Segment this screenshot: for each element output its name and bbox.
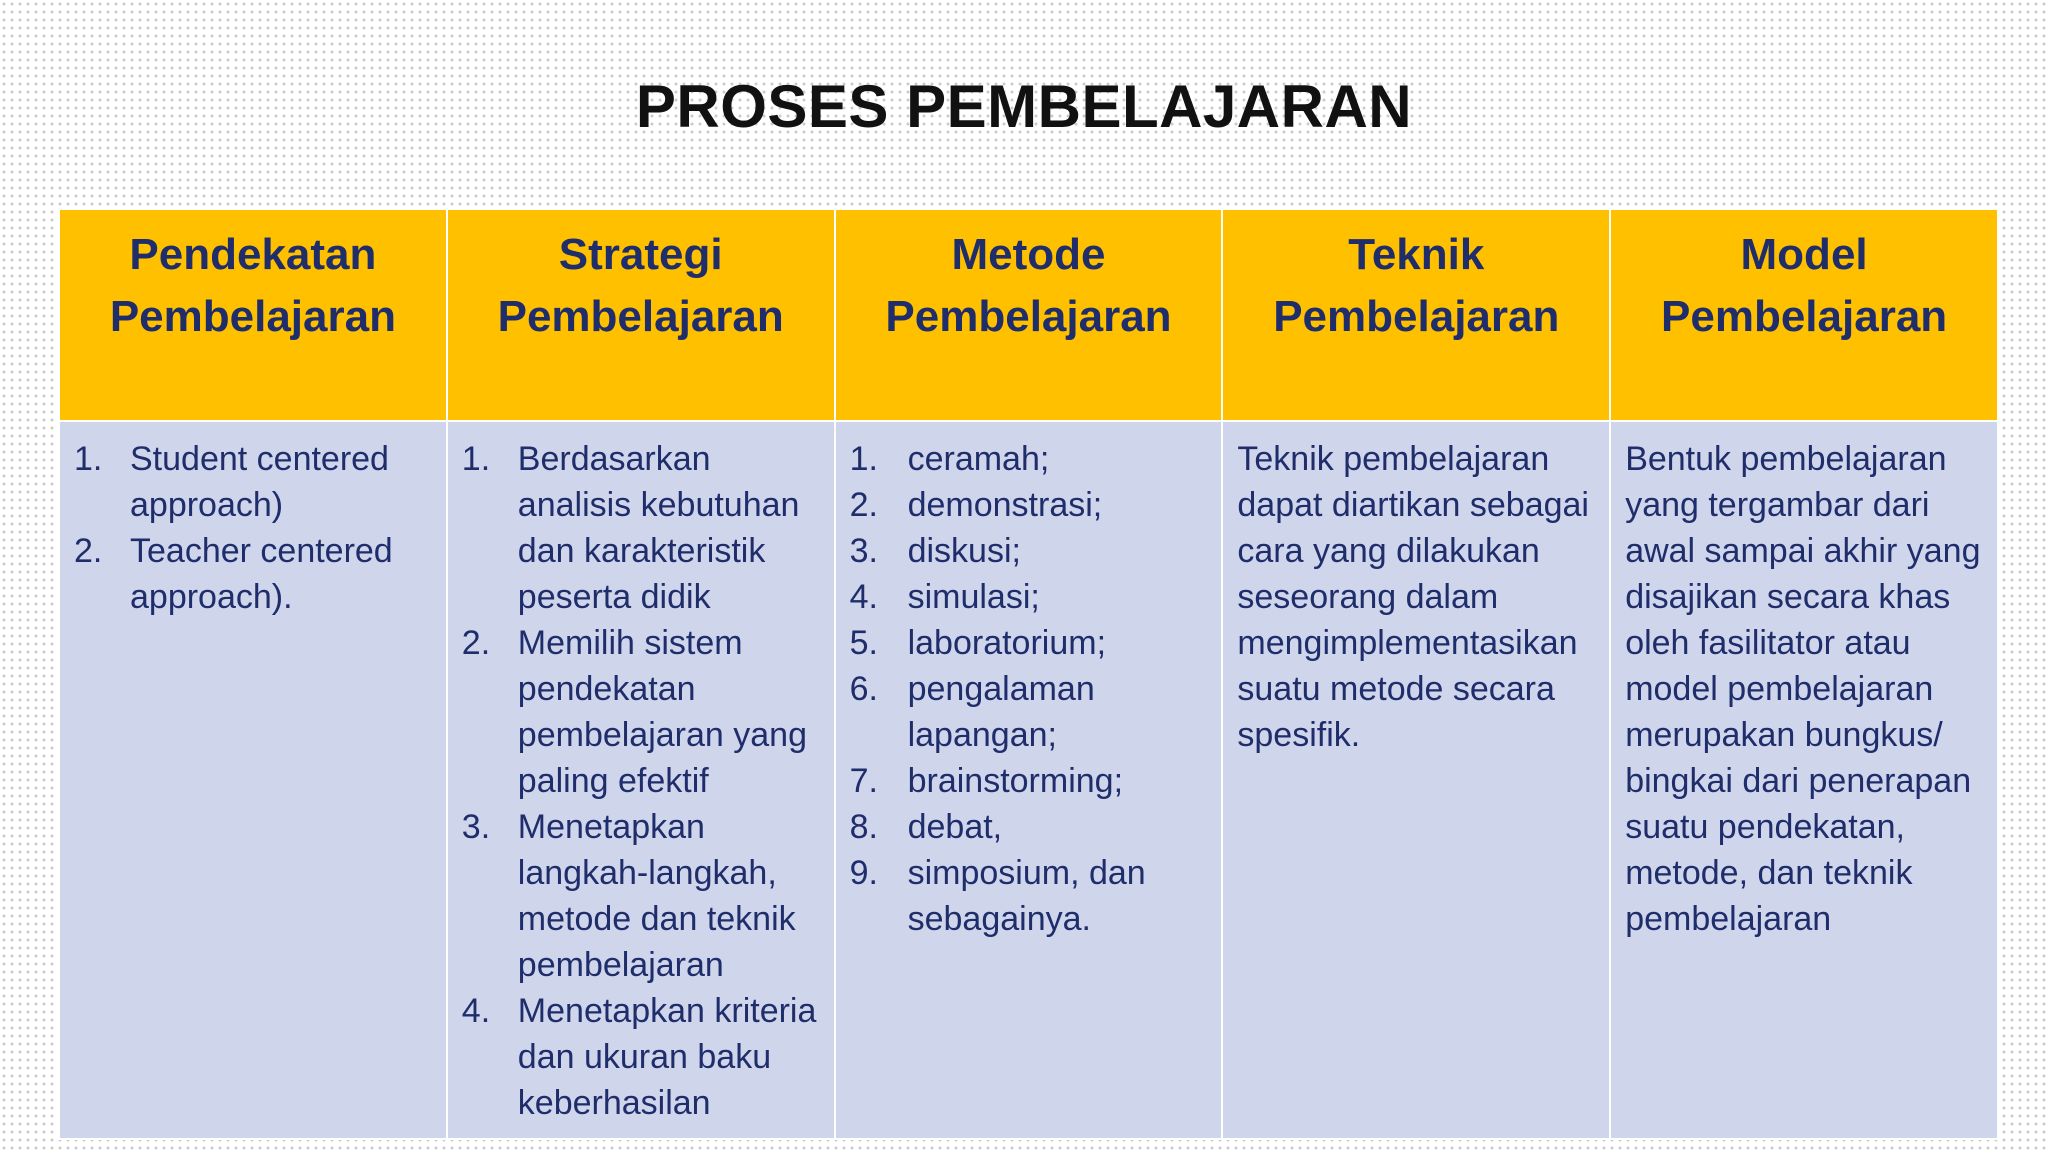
header-line: Model [1740, 230, 1868, 279]
list-number: 4. [849, 578, 878, 616]
cell-model [1610, 421, 1998, 1139]
cell-metode [835, 421, 1223, 1139]
header-teknik [1222, 209, 1610, 421]
list-item [850, 850, 1210, 942]
list-item [462, 988, 822, 1126]
header-line: Pendekatan [129, 230, 377, 279]
list-item [850, 620, 1210, 666]
cell-teknik [1222, 421, 1610, 1139]
list-text: Menetapkan kriteria dan ukuran baku keberhasilan [517, 992, 817, 1122]
list-text: laboratorium; [907, 624, 1107, 662]
learning-process-table [58, 208, 1999, 1140]
list-item [850, 666, 1210, 758]
header-line: Pembelajaran [1273, 292, 1560, 341]
list-number: 4. [461, 992, 491, 1030]
table-header-row [59, 209, 1998, 421]
list-text: Menetapkan langkah-langkah, metode dan teknik pembelajaran [517, 808, 796, 984]
list-text: brainstorming; [907, 762, 1124, 800]
list-number: 6. [849, 670, 878, 708]
header-line: Pembelajaran [1661, 292, 1948, 341]
header-pendekatan [59, 209, 447, 421]
list-text: diskusi; [907, 532, 1021, 570]
list-number: 2. [461, 624, 491, 662]
list-text: Teacher centered approach). [130, 532, 393, 616]
strategi-list [462, 436, 822, 1126]
cell-pendekatan [59, 421, 447, 1139]
list-item [850, 436, 1210, 482]
cell-strategi [447, 421, 835, 1139]
list-item [74, 528, 434, 620]
list-item [462, 436, 822, 620]
list-item [850, 528, 1210, 574]
metode-list [850, 436, 1210, 942]
pendekatan-list [74, 436, 434, 620]
list-text: simposium, dan sebagainya. [907, 854, 1146, 938]
list-item [850, 482, 1210, 528]
table-body-row [59, 421, 1998, 1139]
list-item [850, 804, 1210, 850]
list-number: 2. [74, 532, 103, 570]
list-item [462, 804, 822, 988]
header-line: Strategi [558, 230, 723, 279]
header-line: Pembelajaran [109, 292, 396, 341]
teknik-description: Teknik pembelajaran dapat diartikan sebagai cara yang dilakukan seseorang dalam mengimplementasikan suatu metode secara spesifik. [1237, 440, 1589, 754]
list-text: ceramah; [907, 440, 1050, 478]
list-text: Student centered approach) [130, 440, 389, 524]
list-number: 7. [849, 762, 878, 800]
list-text: pengalaman lapangan; [907, 670, 1095, 754]
header-line: Pembelajaran [885, 292, 1172, 341]
list-text: Berdasarkan analisis kebutuhan dan karakteristik peserta didik [517, 440, 800, 616]
model-description: Bentuk pembelajaran yang tergambar dari awal sampai akhir yang disajikan secara khas oleh fasilitator atau model pembelajaran merupakan bungkus/ bingkai dari penerapan suatu pendekatan, metode, dan teknik pembelajaran [1625, 440, 1981, 938]
list-number: 1. [461, 440, 491, 478]
list-number: 3. [461, 808, 491, 846]
list-number: 9. [849, 854, 878, 892]
header-model [1610, 209, 1998, 421]
header-line: Pembelajaran [497, 292, 784, 341]
list-number: 3. [849, 532, 878, 570]
list-text: debat, [907, 808, 1003, 846]
header-strategi [447, 209, 835, 421]
list-number: 1. [849, 440, 878, 478]
header-metode [835, 209, 1223, 421]
header-line: Metode [951, 230, 1106, 279]
page-title: PROSES PEMBELAJARAN [635, 73, 1413, 140]
list-text: simulasi; [907, 578, 1040, 616]
list-number: 2. [849, 486, 878, 524]
list-text: Memilih sistem pendekatan pembelajaran yang paling efektif [517, 624, 807, 800]
list-number: 8. [849, 808, 878, 846]
list-number: 5. [849, 624, 878, 662]
list-item [850, 758, 1210, 804]
list-item [462, 620, 822, 804]
list-number: 1. [74, 440, 103, 478]
list-item [850, 574, 1210, 620]
header-line: Teknik [1348, 230, 1485, 279]
list-text: demonstrasi; [907, 486, 1103, 524]
list-item [74, 436, 434, 528]
